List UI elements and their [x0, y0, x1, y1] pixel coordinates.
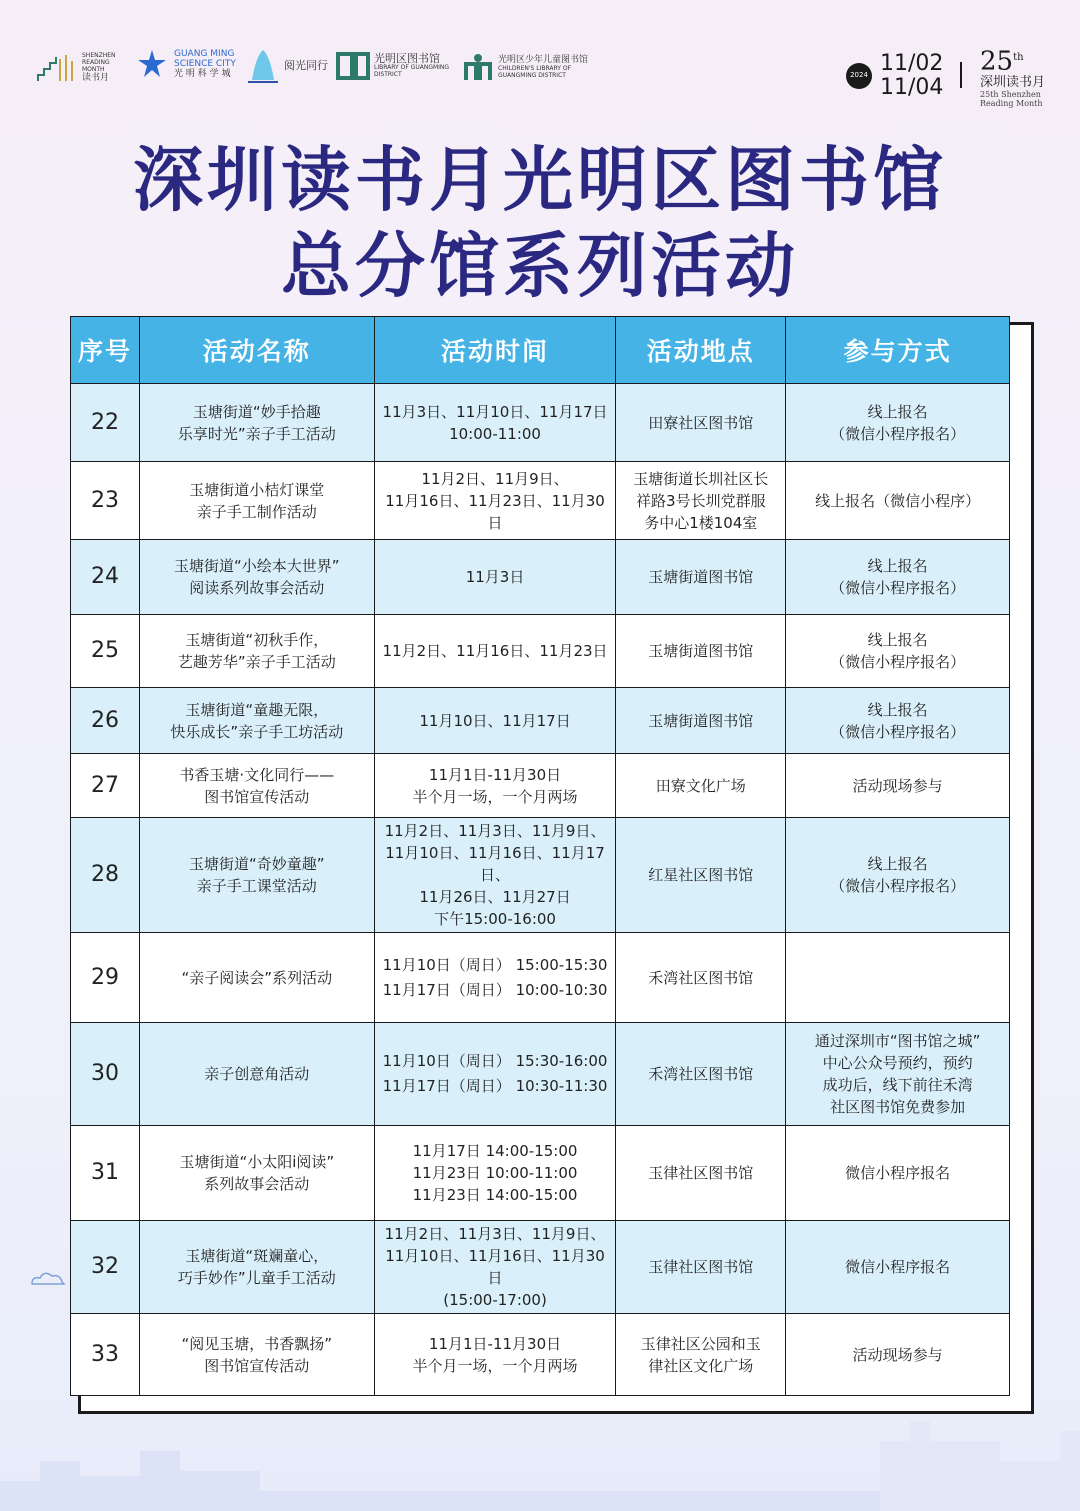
- cell-name: [139, 818, 374, 933]
- place-line: 律社区文化广场: [648, 1356, 754, 1375]
- library-icon: [336, 52, 370, 80]
- name-line: 乐享时光”亲子手工活动: [177, 424, 336, 443]
- cell-method: [786, 818, 1010, 933]
- place-line: 禾湾社区图书馆: [648, 968, 754, 987]
- star-icon: [134, 46, 170, 82]
- name-line: 快乐成长”亲子手工坊活动: [170, 722, 344, 741]
- cell-place: [616, 1023, 786, 1126]
- cell-place: [616, 1221, 786, 1314]
- cell-name: [139, 540, 374, 615]
- row-number: 25: [71, 615, 140, 688]
- name-line: 书香玉塘·文化同行——: [179, 765, 335, 784]
- time-line: 11月3日、11月10日、11月17日: [382, 402, 608, 421]
- time-line: 11月1日-11月30日: [428, 765, 562, 784]
- time-line: 11月16日、11月23日、11月30日: [385, 491, 605, 532]
- reading-month-en: SHENZHEN READING MONTH: [82, 52, 116, 73]
- children-cn: 光明区少年儿童图书馆: [498, 55, 589, 65]
- anniversary-badge: [980, 44, 1045, 108]
- time-line: 11月17日（周日） 10:30-11:30: [382, 1077, 608, 1095]
- row-number: 33: [71, 1314, 140, 1396]
- time-line: 10:00-11:00: [449, 424, 541, 443]
- cell-place: [616, 688, 786, 754]
- cell-name: [139, 1314, 374, 1396]
- method-line: （微信小程序报名）: [830, 722, 966, 741]
- cell-method: [786, 933, 1010, 1023]
- name-line: 图书馆宣传活动: [204, 1356, 310, 1375]
- table-row: [71, 933, 1010, 1023]
- row-number: 27: [71, 754, 140, 818]
- method-line: 活动现场参与: [852, 776, 943, 795]
- time-line: 下午15:00-16:00: [434, 910, 556, 928]
- cell-method: [786, 615, 1010, 688]
- row-number: 28: [71, 818, 140, 933]
- children-en: CHILDREN'S LIBRARY OF GUANGMING DISTRICT: [498, 65, 572, 79]
- anniversary-number: 25: [980, 46, 1014, 77]
- cell-method: [786, 1023, 1010, 1126]
- anniversary-en-1: 25th Shenzhen: [980, 89, 1041, 99]
- cell-name: [139, 933, 374, 1023]
- guangming-en: GUANG MING SCIENCE CITY: [174, 49, 236, 69]
- place-line: 田寮文化广场: [655, 776, 746, 795]
- date-end: 11/04: [880, 75, 944, 100]
- method-line: （微信小程序报名）: [830, 579, 966, 597]
- cell-name: [139, 1023, 374, 1126]
- place-line: 禾湾社区图书馆: [648, 1065, 754, 1083]
- name-line: “阅见玉塘，书香飘扬”: [181, 1334, 333, 1353]
- time-line: 11月2日、11月3日、11月9日、: [384, 822, 606, 840]
- place-line: 红星社区图书馆: [648, 866, 754, 884]
- cell-time: [374, 615, 616, 688]
- page-title-line1: 深圳读书月光明区图书馆: [133, 139, 947, 221]
- name-line: 阅读系列故事会活动: [189, 579, 325, 597]
- method-line: （微信小程序报名）: [830, 877, 966, 895]
- cell-name: [139, 1221, 374, 1314]
- cell-place: [616, 462, 786, 540]
- name-line: “亲子阅读会”系列活动: [181, 968, 333, 987]
- header-place: 活动地点: [616, 317, 786, 384]
- name-line: 玉塘街道“初秋手作，: [185, 631, 329, 649]
- cell-time: [374, 1126, 616, 1221]
- method-line: 通过深圳市“图书馆之城”: [814, 1032, 981, 1050]
- method-line: 线上报名: [867, 700, 928, 719]
- cloud-icon: [28, 1268, 68, 1288]
- header-method: 参与方式: [786, 317, 1010, 384]
- method-line: 活动现场参与: [852, 1345, 943, 1364]
- cell-method: [786, 540, 1010, 615]
- header-time: 活动时间: [374, 317, 616, 384]
- bars-icon: [36, 53, 78, 83]
- header-name: 活动名称: [139, 317, 374, 384]
- cell-time: [374, 933, 616, 1023]
- activity-table: [70, 316, 1010, 1396]
- row-number: 26: [71, 688, 140, 754]
- table-row: [71, 615, 1010, 688]
- cell-name: [139, 754, 374, 818]
- guangming-cn: 光 明 科 学 城: [174, 69, 231, 79]
- time-line: 11月3日: [465, 568, 525, 586]
- method-line: 成功后，线下前往禾湾: [822, 1076, 973, 1094]
- table-row: [71, 688, 1010, 754]
- table-header-row: [71, 317, 1010, 384]
- cell-name: [139, 384, 374, 462]
- shenzhen-reading-month-logo: [36, 52, 122, 83]
- place-line: 务中心1楼104室: [644, 513, 758, 532]
- place-line: 玉律社区图书馆: [648, 1164, 754, 1182]
- time-line: 11月2日、11月9日、: [421, 469, 569, 488]
- name-line: 玉塘街道“妙手拾趣: [192, 402, 321, 421]
- name-line: 系列故事会活动: [204, 1175, 310, 1193]
- cell-time: [374, 462, 616, 540]
- cell-name: [139, 462, 374, 540]
- event-dates: [846, 52, 943, 100]
- method-line: （微信小程序报名）: [830, 424, 966, 443]
- method-line: 中心公众号预约，预约: [822, 1054, 973, 1072]
- time-line: 11月1日-11月30日: [428, 1334, 562, 1353]
- cell-method: [786, 384, 1010, 462]
- page-title-line2: 总分馆系列活动: [281, 225, 799, 307]
- row-number: 24: [71, 540, 140, 615]
- place-line: 玉塘街道长圳社区长: [633, 469, 769, 488]
- table-row: [71, 384, 1010, 462]
- time-line: 11月26日、11月27日: [419, 888, 571, 906]
- cell-time: [374, 688, 616, 754]
- row-number: 22: [71, 384, 140, 462]
- place-line: 玉塘街道图书馆: [648, 568, 754, 586]
- time-line: 11月2日、11月3日、11月9日、: [384, 1225, 606, 1243]
- time-line: (15:00-17:00): [443, 1291, 547, 1309]
- method-line: 微信小程序报名: [845, 1164, 951, 1182]
- cell-method: [786, 1126, 1010, 1221]
- name-line: 玉塘街道“奇妙童趣”: [189, 855, 325, 873]
- method-line: 线上报名: [867, 855, 928, 873]
- anniversary-sup: th: [1013, 52, 1024, 63]
- cell-time: [374, 1023, 616, 1126]
- table-row: [71, 818, 1010, 933]
- name-line: 亲子手工课堂活动: [196, 877, 317, 895]
- cell-method: [786, 688, 1010, 754]
- cell-place: [616, 540, 786, 615]
- name-line: 艺趣芳华”亲子手工活动: [177, 653, 336, 671]
- name-line: 玉塘街道小桔灯课堂: [189, 480, 325, 499]
- header-divider: [960, 62, 962, 88]
- cell-place: [616, 933, 786, 1023]
- library-en: LIBRARY OF GUANGMING DISTRICT: [374, 64, 450, 78]
- cell-place: [616, 754, 786, 818]
- cell-time: [374, 540, 616, 615]
- time-line: 半个月一场，一个月两场: [412, 1356, 578, 1375]
- reading-month-cn: 读书月: [82, 73, 110, 83]
- place-line: 玉塘街道图书馆: [648, 642, 754, 660]
- table-row: [71, 1023, 1010, 1126]
- date-start: 11/02: [880, 51, 944, 76]
- method-line: 线上报名: [867, 631, 928, 649]
- place-line: 祥路3号长圳党群服: [636, 491, 766, 510]
- yueguang-text: 阅光同行: [284, 59, 328, 72]
- table-row: [71, 1221, 1010, 1314]
- cell-time: [374, 818, 616, 933]
- table-row: [71, 754, 1010, 818]
- table-row: [71, 1126, 1010, 1221]
- cell-place: [616, 1314, 786, 1396]
- name-line: 玉塘街道“小绘本大世界”: [174, 557, 340, 575]
- library-cn: 光明区图书馆: [374, 52, 440, 65]
- row-number: 30: [71, 1023, 140, 1126]
- table-row: [71, 540, 1010, 615]
- time-line: 半个月一场，一个月两场: [412, 787, 578, 806]
- yueguang-logo: [246, 46, 328, 86]
- cell-place: [616, 615, 786, 688]
- row-number: 29: [71, 933, 140, 1023]
- cell-place: [616, 1126, 786, 1221]
- cell-time: [374, 384, 616, 462]
- method-line: 社区图书馆免费参加: [830, 1098, 966, 1116]
- cell-method: [786, 1221, 1010, 1314]
- cell-time: [374, 1314, 616, 1396]
- time-line: 11月10日、11月16日、11月17日、: [385, 844, 605, 884]
- name-line: 玉塘街道“小太阳i阅读”: [179, 1153, 335, 1171]
- place-line: 田寮社区图书馆: [648, 413, 754, 432]
- time-line: 11月23日 10:00-11:00: [412, 1164, 578, 1182]
- library-logo: [336, 52, 454, 80]
- method-line: 线上报名（微信小程序）: [815, 491, 981, 510]
- cell-method: [786, 1314, 1010, 1396]
- time-line: 11月17日（周日） 10:00-10:30: [382, 980, 608, 999]
- name-line: 图书馆宣传活动: [204, 787, 310, 806]
- anniversary-en-2: Reading Month: [980, 98, 1043, 108]
- header-no: 序号: [71, 317, 140, 384]
- method-line: 线上报名: [867, 402, 928, 421]
- name-line: 亲子手工制作活动: [196, 502, 317, 521]
- year-badge: 2024: [846, 63, 872, 89]
- place-line: 玉律社区公园和玉: [640, 1334, 761, 1353]
- children-library-logo: [462, 52, 594, 82]
- cell-name: [139, 615, 374, 688]
- time-line: 11月10日（周日） 15:00-15:30: [382, 955, 608, 974]
- activity-table-wrap: [70, 316, 1010, 1396]
- time-line: 11月17日 14:00-15:00: [412, 1142, 578, 1160]
- row-number: 23: [71, 462, 140, 540]
- cell-method: [786, 462, 1010, 540]
- time-line: 11月23日 14:00-15:00: [412, 1186, 578, 1204]
- name-line: 巧手妙作”儿童手工活动: [177, 1269, 336, 1287]
- name-line: 玉塘街道“童趣无限，: [185, 700, 329, 719]
- name-line: 亲子创意角活动: [204, 1065, 310, 1083]
- cell-time: [374, 1221, 616, 1314]
- table-row: [71, 462, 1010, 540]
- header: [0, 0, 1080, 120]
- method-line: 微信小程序报名: [845, 1258, 951, 1276]
- time-line: 11月10日、11月17日: [419, 711, 571, 730]
- anniversary-cn: 深圳读书月: [980, 74, 1046, 90]
- book-leaves-icon: [246, 46, 280, 86]
- row-number: 32: [71, 1221, 140, 1314]
- time-line: 11月2日、11月16日、11月23日: [382, 642, 608, 660]
- cell-name: [139, 688, 374, 754]
- cell-place: [616, 818, 786, 933]
- place-line: 玉律社区图书馆: [648, 1258, 754, 1276]
- table-row: [71, 1314, 1010, 1396]
- table-body: [71, 384, 1010, 1396]
- method-line: （微信小程序报名）: [830, 653, 966, 671]
- row-number: 31: [71, 1126, 140, 1221]
- guangming-science-city-logo: [134, 46, 238, 82]
- cell-place: [616, 384, 786, 462]
- place-line: 玉塘街道图书馆: [648, 711, 754, 730]
- cell-name: [139, 1126, 374, 1221]
- name-line: 玉塘街道“斑斓童心，: [185, 1247, 329, 1265]
- time-line: 11月10日（周日） 15:30-16:00: [382, 1052, 608, 1070]
- cell-method: [786, 754, 1010, 818]
- time-line: 11月10日、11月16日、11月30日: [385, 1247, 605, 1287]
- cell-time: [374, 754, 616, 818]
- method-line: 线上报名: [867, 557, 928, 575]
- child-library-icon: [462, 52, 494, 82]
